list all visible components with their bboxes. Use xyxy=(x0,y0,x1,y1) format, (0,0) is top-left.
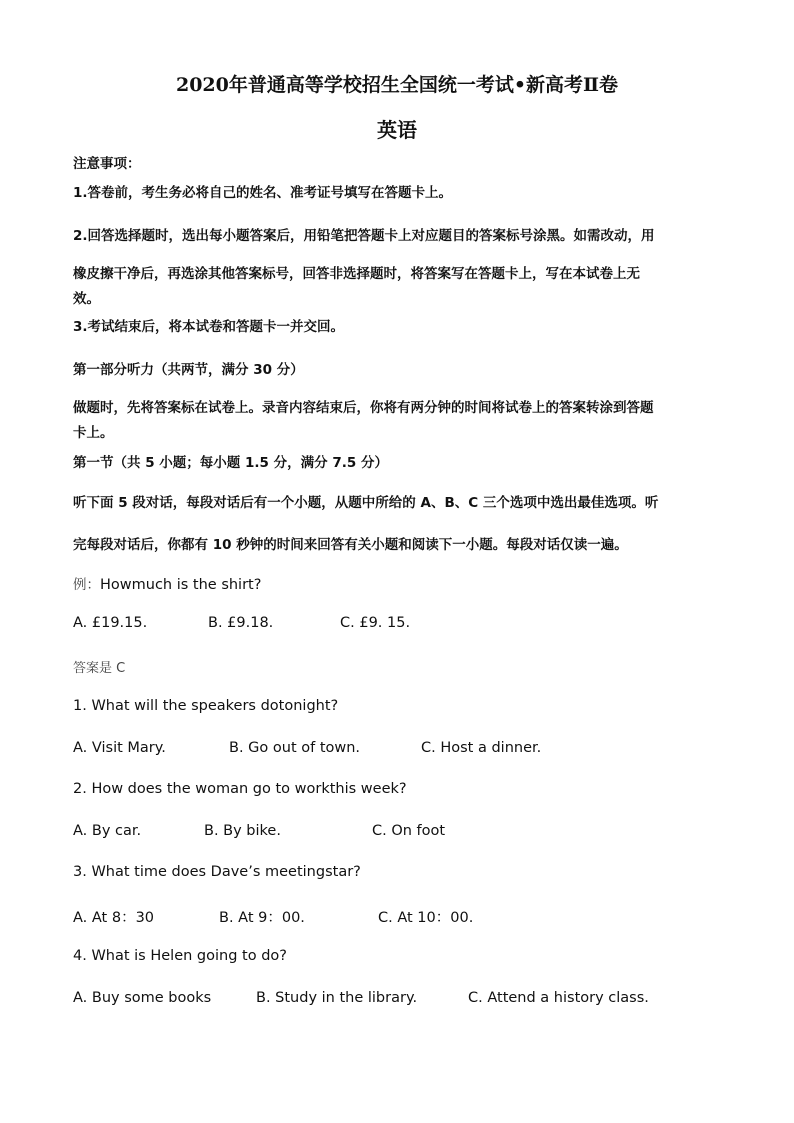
part1-heading-text: 第一部分听力（共两节，满分 xyxy=(73,362,254,378)
section1-count: 5 xyxy=(145,455,155,471)
notice-item-2-text: 回答选择题时，选出每小题答案后，用铅笔把答题卡上对应题目的答案标号涂黑。如需改动，用 xyxy=(87,228,655,244)
notice-item-3-text: 考试结束后，将本试卷和答题卡一并交回。 xyxy=(87,319,345,335)
section1-instr2-text: 完每段对话后，你都有 xyxy=(73,537,213,553)
part1-heading-suffix: 分） xyxy=(272,362,304,378)
notice-item-1 xyxy=(73,181,452,201)
question-1-option-b: B. Go out of town. xyxy=(229,740,361,756)
section1-heading-suffix: 分） xyxy=(356,455,388,471)
section1-per-question-score: 1.5 xyxy=(245,455,269,471)
section1-instr1-text-3: 三个选项中选出最佳选项。听 xyxy=(478,495,659,511)
example-question xyxy=(73,573,261,593)
example-label: 例： xyxy=(73,577,100,593)
question-3-option-c: C. At 10：00. xyxy=(378,910,474,926)
question-4-option-b: B. Study in the library. xyxy=(256,990,418,1006)
section1-instruction-line2 xyxy=(73,533,628,553)
example-question-text: Howmuch is the shirt? xyxy=(100,577,262,593)
question-2-option-b: B. By bike. xyxy=(204,823,281,839)
example-answer-value: C xyxy=(116,661,126,676)
part1-heading-score: 30 xyxy=(253,362,272,378)
section1-instr1-options: A、B、C xyxy=(420,495,479,511)
notice-item-3-number: 3. xyxy=(73,319,88,335)
question-3: 3. What time does Dave’s meetingstar? xyxy=(73,864,361,880)
example-option-a: A. £19.15. xyxy=(73,615,148,631)
section1-instruction-line1 xyxy=(73,491,658,511)
question-1: 1. What will the speakers dotonight? xyxy=(73,698,339,714)
exam-title: 2020年普通高等学校招生全国统一考试•新高考Ⅱ卷 xyxy=(175,74,619,96)
question-3-option-b: B. At 9：00. xyxy=(219,910,305,926)
section1-heading-text-2: 小题；每小题 xyxy=(154,455,246,471)
example-option-c: C. £9. 15. xyxy=(340,615,411,631)
section1-instr2-text-2: 秒钟的时间来回答有关小题和阅读下一小题。每段对话仅读一遍。 xyxy=(231,537,628,553)
notice-item-3 xyxy=(73,315,344,335)
notice-item-1-text: 答卷前，考生务必将自己的姓名、准考证号填写在答题卡上。 xyxy=(87,185,453,201)
notice-item-2-line1 xyxy=(73,224,655,244)
question-4: 4. What is Helen going to do? xyxy=(73,948,287,964)
question-2-option-c: C. On foot xyxy=(372,823,446,839)
notice-item-2-number: 2. xyxy=(73,228,88,244)
section1-heading xyxy=(73,451,388,471)
question-2: 2. How does the woman go to workthis week? xyxy=(73,781,407,797)
notice-heading: 注意事项： xyxy=(73,156,141,172)
question-4-option-a: A. Buy some books xyxy=(73,990,212,1006)
example-option-b: B. £9.18. xyxy=(208,615,274,631)
notice-item-2-line2: 橡皮擦干净后，再选涂其他答案标号，回答非选择题时，将答案写在答题卡上，写在本试卷上无 xyxy=(73,266,640,282)
section1-instr2-number: 10 xyxy=(212,537,232,553)
question-1-option-a: A. Visit Mary. xyxy=(73,740,166,756)
part1-instruction-line1: 做题时，先将答案标在试卷上。录音内容结束后，你将有两分钟的时间将试卷上的答案转涂到答题 xyxy=(73,400,654,416)
example-answer xyxy=(73,657,125,676)
question-2-option-a: A. By car. xyxy=(73,823,142,839)
section1-instr1-number: 5 xyxy=(118,495,128,511)
part1-instruction-line2: 卡上。 xyxy=(73,425,114,441)
question-1-option-c: C. Host a dinner. xyxy=(421,740,542,756)
question-4-option-c: C. Attend a history class. xyxy=(468,990,649,1006)
section1-total-score: 7.5 xyxy=(332,455,357,471)
section1-heading-text-3: 分，满分 xyxy=(268,455,333,471)
example-answer-label: 答案是 xyxy=(73,661,117,676)
notice-item-2-line3: 效。 xyxy=(73,291,100,307)
part1-heading xyxy=(73,358,304,378)
question-3-option-a: A. At 8：30 xyxy=(73,910,155,926)
section1-instr1-text: 听下面 xyxy=(73,495,119,511)
subject-title: 英语 xyxy=(377,118,417,142)
section1-heading-text: 第一节（共 xyxy=(73,455,146,471)
section1-instr1-text-2: 段对话，每段对话后有一个小题，从题中所给的 xyxy=(127,495,421,511)
notice-item-1-number: 1. xyxy=(73,185,88,201)
